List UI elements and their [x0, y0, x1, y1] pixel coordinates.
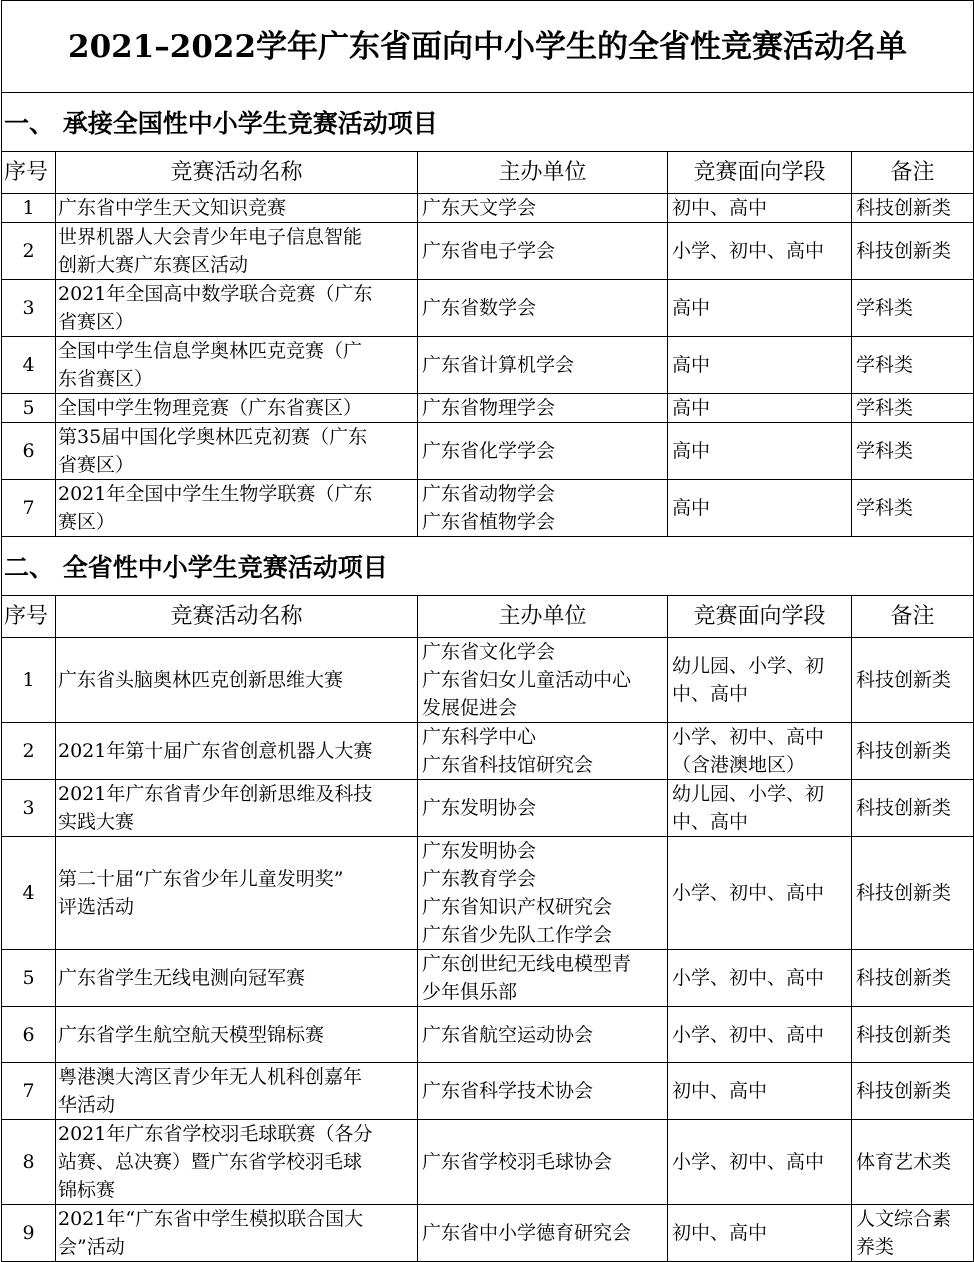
- competition-name-line: 省赛区）: [58, 454, 135, 476]
- school-level: [668, 1063, 852, 1120]
- competition-name-line: 锦标赛: [58, 1179, 116, 1201]
- organizer-line: 广东省数学会: [422, 297, 537, 319]
- competition-name-line: 2021年全国中学生生物学联赛（广东: [58, 483, 373, 505]
- category-note: [852, 1120, 974, 1205]
- category-note: [852, 837, 974, 950]
- organizer-line: 广东科学中心: [422, 726, 537, 748]
- category-note-line: 学科类: [856, 397, 914, 419]
- school-level-line: 高中: [672, 297, 711, 319]
- competition-name-line: 全国中学生物理竞赛（广东省赛区）: [58, 397, 363, 419]
- school-level: [668, 394, 852, 423]
- table-row: [2, 1063, 974, 1120]
- row-number: 4: [2, 337, 56, 394]
- organizer-line: 广东发明协会: [422, 840, 537, 862]
- organizer-line: 广东省中小学德育研究会: [422, 1222, 632, 1244]
- category-note: [852, 950, 974, 1007]
- organizer-line: 广东省文化学会: [422, 641, 556, 663]
- row-number: 1: [2, 638, 56, 723]
- header-organizer: 主办单位: [418, 152, 668, 194]
- organizer: [418, 280, 668, 337]
- table-row: [2, 950, 974, 1007]
- competition-name: [56, 1120, 418, 1205]
- organizer-line: 广东天文学会: [422, 197, 537, 219]
- category-note-line: 人文综合素: [856, 1208, 952, 1230]
- organizer: [418, 337, 668, 394]
- school-level-line: 高中: [672, 497, 711, 519]
- competition-name-line: 2021年“广东省中学生模拟联合国大: [58, 1208, 364, 1230]
- school-level-line: 中、高中: [672, 683, 749, 705]
- category-note-line: 学科类: [856, 297, 914, 319]
- organizer-line: 发展促进会: [422, 697, 518, 719]
- competition-name: [56, 423, 418, 480]
- organizer: [418, 837, 668, 950]
- title-row: [2, 1, 974, 93]
- school-level-line: 小学、初中、高中: [672, 882, 825, 904]
- school-level: [668, 280, 852, 337]
- organizer: [418, 394, 668, 423]
- row-number: 6: [2, 423, 56, 480]
- table-row: [2, 837, 974, 950]
- competition-name: [56, 723, 418, 780]
- organizer-line: 广东省计算机学会: [422, 354, 575, 376]
- school-level: [668, 223, 852, 280]
- organizer-line: 少年俱乐部: [422, 981, 518, 1003]
- table-row: [2, 223, 974, 280]
- row-number: 3: [2, 780, 56, 837]
- school-level: [668, 337, 852, 394]
- organizer-line: 广东省妇女儿童活动中心: [422, 669, 632, 691]
- row-number: 7: [2, 1063, 56, 1120]
- competition-name: [56, 837, 418, 950]
- category-note: [852, 194, 974, 223]
- table-row: [2, 723, 974, 780]
- competition-name: [56, 194, 418, 223]
- school-level: [668, 837, 852, 950]
- competition-name-line: 华活动: [58, 1094, 116, 1116]
- category-note: [852, 638, 974, 723]
- category-note: [852, 1007, 974, 1063]
- school-level-line: 高中: [672, 354, 711, 376]
- school-level: [668, 638, 852, 723]
- category-note-line: 养类: [856, 1236, 895, 1258]
- competition-name-line: 第二十届“广东省少年儿童发明奖”: [58, 868, 344, 890]
- category-note: [852, 423, 974, 480]
- category-note: [852, 337, 974, 394]
- school-level-line: 小学、初中、高中: [672, 1023, 825, 1046]
- competition-name: [56, 638, 418, 723]
- row-number: 5: [2, 394, 56, 423]
- school-level-line: 初中、高中: [672, 1222, 768, 1244]
- row-number: 6: [2, 1007, 56, 1063]
- section-heading: 一、 承接全国性中小学生竞赛活动项目: [2, 93, 974, 152]
- row-number: 4: [2, 837, 56, 950]
- competition-name: [56, 1063, 418, 1120]
- competition-name-line: 会”活动: [58, 1236, 125, 1258]
- category-note-line: 科技创新类: [856, 1023, 952, 1046]
- organizer-line: 广东省少先队工作学会: [422, 924, 613, 946]
- organizer-line: 广东省化学学会: [422, 440, 556, 462]
- section1-heading-row: [2, 93, 974, 152]
- category-note: [852, 1063, 974, 1120]
- school-level: [668, 723, 852, 780]
- competition-name-line: 世界机器人大会青少年电子信息智能: [58, 226, 363, 248]
- organizer: [418, 480, 668, 537]
- competition-name: [56, 337, 418, 394]
- category-note-line: 科技创新类: [856, 797, 952, 819]
- school-level: [668, 780, 852, 837]
- competition-name-line: 赛区）: [58, 511, 116, 533]
- organizer: [418, 950, 668, 1007]
- category-note-line: 科技创新类: [856, 197, 952, 219]
- organizer-line: 广东省知识产权研究会: [422, 896, 613, 918]
- organizer: [418, 423, 668, 480]
- school-level-line: 幼儿园、小学、初: [672, 783, 825, 805]
- competition-name: [56, 394, 418, 423]
- organizer-line: 广东省动物学会: [422, 483, 556, 505]
- school-level-line: 小学、初中、高中: [672, 240, 825, 262]
- table-row: [2, 194, 974, 223]
- school-level: [668, 1205, 852, 1262]
- header-name: 竞赛活动名称: [56, 596, 418, 638]
- competition-name-line: 第35届中国化学奥林匹克初赛（广东: [58, 426, 368, 448]
- row-number: 5: [2, 950, 56, 1007]
- organizer-line: 广东创世纪无线电模型青: [422, 953, 632, 975]
- category-note: [852, 223, 974, 280]
- organizer-line: 广东省科技馆研究会: [422, 754, 594, 776]
- organizer-line: 广东省物理学会: [422, 397, 556, 419]
- school-level-line: （含港澳地区）: [672, 754, 806, 776]
- competition-name-line: 广东省中学生天文知识竞赛: [58, 197, 287, 219]
- row-number: 7: [2, 480, 56, 537]
- school-level-line: 初中、高中: [672, 1080, 768, 1102]
- school-level-line: 小学、初中、高中: [672, 726, 825, 748]
- organizer: [418, 1063, 668, 1120]
- header-organizer: 主办单位: [418, 596, 668, 638]
- competition-name-line: 评选活动: [58, 896, 135, 918]
- section-heading: 二、 全省性中小学生竞赛活动项目: [2, 537, 974, 596]
- header-note: 备注: [852, 152, 974, 194]
- competition-name: [56, 280, 418, 337]
- competition-name-line: 广东省学生无线电测向冠军赛: [58, 967, 306, 989]
- table-row: [2, 1007, 974, 1063]
- category-note-line: 学科类: [856, 354, 914, 376]
- organizer: [418, 638, 668, 723]
- header-level: 竞赛面向学段: [668, 152, 852, 194]
- organizer: [418, 1205, 668, 1262]
- competition-name-line: 站赛、总决赛）暨广东省学校羽毛球: [58, 1151, 363, 1173]
- table-row: [2, 280, 974, 337]
- table-row: [2, 638, 974, 723]
- category-note-line: 科技创新类: [856, 967, 952, 989]
- competition-name: [56, 1007, 418, 1063]
- table-row: [2, 337, 974, 394]
- category-note-line: 科技创新类: [856, 882, 952, 904]
- header-name: 竞赛活动名称: [56, 152, 418, 194]
- school-level: [668, 1007, 852, 1063]
- school-level: [668, 1120, 852, 1205]
- organizer-line: 广东省植物学会: [422, 511, 556, 533]
- organizer-line: 广东教育学会: [422, 868, 537, 890]
- page-title: 2021–2022学年广东省面向中小学生的全省性竞赛活动名单: [2, 1, 974, 93]
- column-header-row: [2, 152, 974, 194]
- table-row: [2, 423, 974, 480]
- competition-name-line: 全国中学生信息学奥林匹克竞赛（广: [58, 340, 363, 362]
- category-note-line: 学科类: [856, 440, 914, 462]
- section2-heading-row: [2, 537, 974, 596]
- competition-name-line: 广东省头脑奥林匹克创新思维大赛: [58, 669, 344, 691]
- category-note: [852, 394, 974, 423]
- school-level-line: 小学、初中、高中: [672, 967, 825, 989]
- competition-name: [56, 223, 418, 280]
- category-note: [852, 480, 974, 537]
- competition-name-line: 实践大赛: [58, 811, 135, 833]
- school-level-line: 高中: [672, 397, 711, 419]
- row-number: 2: [2, 723, 56, 780]
- organizer-line: 广东省学校羽毛球协会: [422, 1151, 613, 1173]
- header-level: 竞赛面向学段: [668, 596, 852, 638]
- competition-name: [56, 480, 418, 537]
- category-note: [852, 1205, 974, 1262]
- school-level: [668, 194, 852, 223]
- row-number: 8: [2, 1120, 56, 1205]
- school-level: [668, 950, 852, 1007]
- school-level: [668, 480, 852, 537]
- organizer-line: 广东省航空运动协会: [422, 1023, 594, 1046]
- competition-name-line: 2021年广东省青少年创新思维及科技: [58, 783, 373, 805]
- school-level-line: 小学、初中、高中: [672, 1151, 825, 1173]
- category-note-line: 科技创新类: [856, 740, 952, 762]
- category-note-line: 学科类: [856, 497, 914, 519]
- table-row: [2, 394, 974, 423]
- organizer: [418, 723, 668, 780]
- organizer-line: 广东发明协会: [422, 797, 537, 819]
- row-number: 9: [2, 1205, 56, 1262]
- row-number: 1: [2, 194, 56, 223]
- organizer: [418, 1120, 668, 1205]
- competition-name-line: 东省赛区）: [58, 368, 154, 390]
- competition-name-line: 广东省学生航空航天模型锦标赛: [58, 1023, 325, 1046]
- competition-name-line: 粤港澳大湾区青少年无人机科创嘉年: [58, 1066, 363, 1088]
- organizer-line: 广东省电子学会: [422, 240, 556, 262]
- row-number: 2: [2, 223, 56, 280]
- school-level-line: 中、高中: [672, 811, 749, 833]
- header-number: 序号: [2, 152, 56, 194]
- header-note: 备注: [852, 596, 974, 638]
- category-note: [852, 280, 974, 337]
- category-note: [852, 723, 974, 780]
- organizer: [418, 194, 668, 223]
- column-header-row: [2, 596, 974, 638]
- table-row: [2, 480, 974, 537]
- organizer: [418, 1007, 668, 1063]
- table-row: [2, 1120, 974, 1205]
- category-note-line: 科技创新类: [856, 669, 952, 691]
- competition-name-line: 创新大赛广东赛区活动: [58, 254, 249, 276]
- competition-name-line: 2021年全国高中数学联合竞赛（广东: [58, 283, 373, 305]
- organizer: [418, 780, 668, 837]
- competition-name: [56, 950, 418, 1007]
- competition-name-line: 2021年广东省学校羽毛球联赛（各分: [58, 1123, 373, 1145]
- row-number: 3: [2, 280, 56, 337]
- competition-name-line: 2021年第十届广东省创意机器人大赛: [58, 740, 373, 762]
- competition-name: [56, 1205, 418, 1262]
- table-row: [2, 1205, 974, 1262]
- category-note-line: 科技创新类: [856, 1080, 952, 1102]
- header-number: 序号: [2, 596, 56, 638]
- school-level-line: 高中: [672, 440, 711, 462]
- competition-table: [1, 0, 974, 1262]
- school-level-line: 初中、高中: [672, 197, 768, 219]
- category-note-line: 体育艺术类: [856, 1151, 952, 1173]
- school-level: [668, 423, 852, 480]
- school-level-line: 幼儿园、小学、初: [672, 655, 825, 677]
- competition-name-line: 省赛区）: [58, 311, 135, 333]
- organizer-line: 广东省科学技术协会: [422, 1080, 594, 1102]
- table-row: [2, 780, 974, 837]
- competition-name: [56, 780, 418, 837]
- category-note-line: 科技创新类: [856, 240, 952, 262]
- organizer: [418, 223, 668, 280]
- category-note: [852, 780, 974, 837]
